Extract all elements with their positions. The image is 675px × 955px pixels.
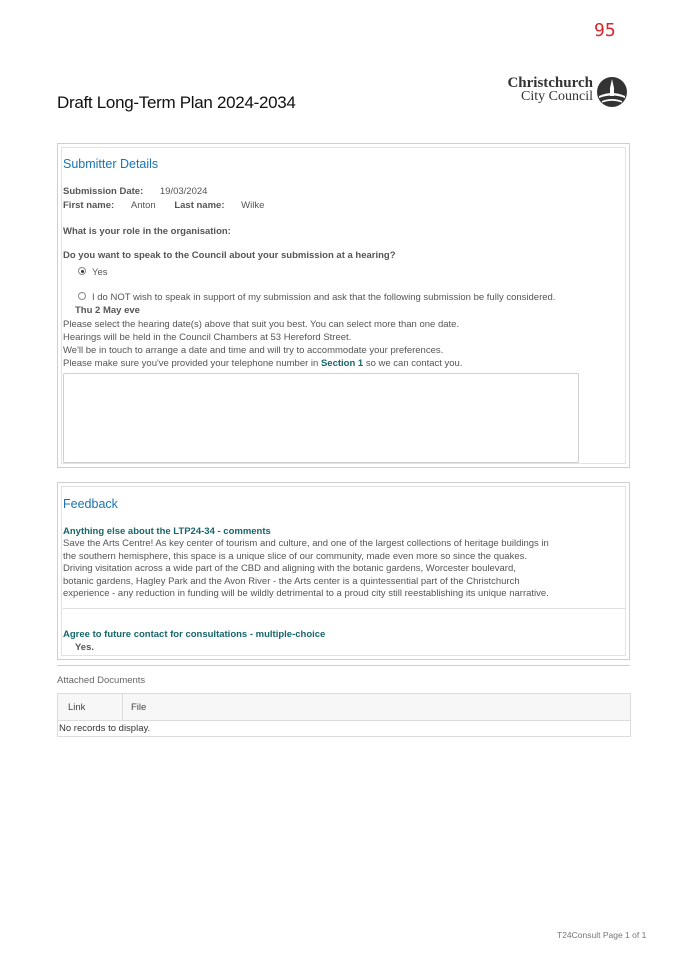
role-question: What is your role in the organisation: xyxy=(63,226,231,237)
attachments-table xyxy=(57,693,631,737)
option-no[interactable] xyxy=(78,292,555,303)
answer-line: Driving visitation across a wide part of the CBD and aligning with the botanic gardens, Worcester boulevard, xyxy=(63,563,516,575)
feedback-question-1: Anything else about the LTP24-34 - comments xyxy=(63,526,271,537)
submitter-details-heading: Submitter Details xyxy=(63,157,159,171)
feedback-answer-1 xyxy=(63,538,549,601)
empty-row: No records to display. xyxy=(59,723,151,734)
council-logo xyxy=(500,76,628,108)
option-no-label: I do NOT wish to speak in support of my submission and ask that the following submission be fully considered. xyxy=(92,292,556,303)
answer-line: experience - any reduction in funding will be wildly detrimental to a proud city still reestablishing its unique narrative. xyxy=(63,588,549,600)
last-name-value: Wilke xyxy=(241,200,265,211)
hearing-info-1: Please select the hearing date(s) above that suit you best. You can select more than one date. xyxy=(63,319,460,330)
comments-textarea[interactable] xyxy=(63,373,579,463)
first-name-value: Anton xyxy=(130,200,156,211)
attachments-header xyxy=(58,694,630,721)
logo-line1: Christchurch xyxy=(507,75,593,91)
option-yes-label: Yes xyxy=(92,267,108,278)
page-number: 95 xyxy=(594,20,616,41)
column-link[interactable]: Link xyxy=(68,702,86,713)
radio-yes-icon[interactable] xyxy=(78,267,86,275)
page-footer: T24Consult Page 1 of 1 xyxy=(557,930,647,940)
cathedral-logo-icon xyxy=(596,76,628,108)
answer-line: Save the Arts Centre! As key center of tourism and culture, and one of the largest collections of heritage buildings in xyxy=(63,538,549,549)
hearing-question: Do you want to speak to the Council about your submission at a hearing? xyxy=(63,250,396,261)
answer-line: the southern hemisphere, this space is a unique slice of our community, made even more so since the quakes. xyxy=(63,550,527,562)
feedback-divider xyxy=(63,608,626,609)
hearing-info-2: Hearings will be held in the Council Chambers at 53 Hereford Street. xyxy=(63,332,352,343)
submitter-details-panel xyxy=(57,143,630,468)
hearing-slot: Thu 2 May eve xyxy=(75,305,140,316)
section-1-link[interactable]: Section 1 xyxy=(320,358,364,369)
option-yes[interactable] xyxy=(78,267,108,278)
feedback-answer-2: Yes. xyxy=(75,642,95,653)
column-file[interactable]: File xyxy=(131,702,147,713)
hearing-info-4 xyxy=(63,358,462,369)
attachments-label: Attached Documents xyxy=(57,675,146,686)
page-title: Draft Long-Term Plan 2024-2034 xyxy=(57,93,296,112)
hearing-info-3: We'll be in touch to arrange a date and time and will try to accommodate your preferences. xyxy=(63,345,444,356)
feedback-panel xyxy=(57,482,630,660)
answer-line: botanic gardens, Hagley Park and the Avon River - the Arts center is a quintessential part of the Christchurch xyxy=(63,575,520,587)
first-name-label: First name: xyxy=(63,200,115,211)
feedback-question-2: Agree to future contact for consultations - multiple-choice xyxy=(63,629,326,640)
submission-date-value: 19/03/2024 xyxy=(159,186,208,197)
info4-text-end: so we can contact you. xyxy=(363,358,463,369)
attachments-separator xyxy=(57,665,630,666)
last-name-label: Last name: xyxy=(174,200,225,211)
logo-line2: City Council xyxy=(521,89,593,104)
radio-no-icon[interactable] xyxy=(78,292,86,300)
info4-text: Please make sure you've provided your telephone number in xyxy=(63,358,321,369)
feedback-heading: Feedback xyxy=(63,497,118,511)
submission-date-label: Submission Date: xyxy=(63,186,144,197)
